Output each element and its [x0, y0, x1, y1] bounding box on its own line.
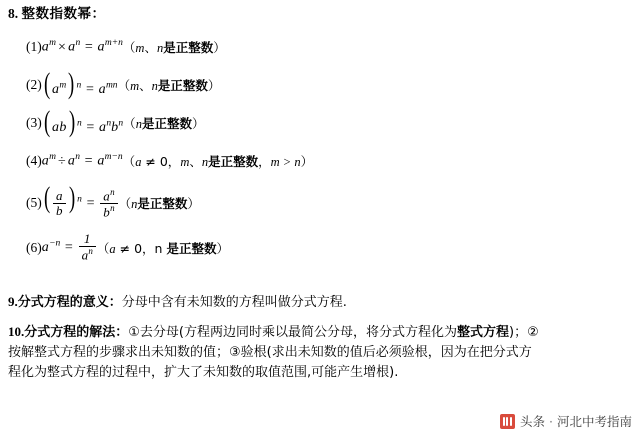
section8-heading — [8, 2, 106, 22]
formula-index: (5) — [26, 195, 42, 210]
section10-line-1 — [8, 322, 632, 343]
formula-list — [0, 28, 640, 270]
formula-expression: ( $a^m$) $^n = a^{mn}$ — [43, 67, 118, 100]
formula-note: （m、n是正整数） — [117, 78, 221, 93]
section10-text-1: ①去分母(方程两边同时乘以最简公分母，将分式方程化为整式方程)；② — [128, 325, 539, 340]
section9-text: 分母中含有未知数的方程叫做分式方程. — [121, 295, 347, 310]
formula-row — [0, 142, 640, 180]
formula-row — [0, 66, 640, 104]
formula-expression: $a^{-n}$ = $\frac{1}{a^n}$ — [42, 233, 97, 263]
section9-label: 分式方程的意义： — [17, 295, 122, 310]
formula-row — [0, 104, 640, 142]
section10-text-3: 程化为整式方程的过程中，扩大了未知数的取值范围,可能产生增根). — [8, 365, 399, 380]
formula-note: （n是正整数） — [123, 116, 205, 131]
formula-expression: $a^m \times a^n = a^{m+n}$ — [41, 38, 123, 55]
section10-label: 分式方程的解法： — [24, 325, 129, 340]
formula-row — [0, 28, 640, 66]
formula-note: （a ≠ 0，n 是正整数） — [96, 241, 229, 256]
formula-index: (2) — [26, 77, 42, 92]
formula-expression: $a^m \div a^n = a^{m-n}$ — [41, 152, 123, 169]
section8-number: 8. — [8, 6, 19, 21]
formula-index: (4) — [26, 153, 42, 168]
section9-paragraph — [8, 292, 632, 313]
section9-number: 9. — [8, 294, 18, 309]
formula-index: (6) — [26, 240, 42, 255]
watermark-separator: · — [549, 413, 553, 429]
formula-note: （n是正整数） — [118, 196, 200, 211]
formula-expression: ( $\frac{a}{b}$ ) $^n$ = $\frac{a^n}{b^n}$ — [42, 186, 119, 219]
section10-text-2: 按解整式方程的步骤求出未知数的值；③验根(求出未知数的值后必须验根，因为在把分式方 — [8, 345, 532, 360]
formula-row — [0, 180, 640, 226]
formula-expression: ( ab) $^n = a^nb^n$ — [43, 105, 124, 138]
formula-row — [0, 226, 640, 270]
section10-paragraph — [8, 322, 632, 383]
toutiao-icon — [500, 414, 515, 429]
watermark — [500, 412, 632, 430]
formula-note: （a ≠ 0，m、n是正整数，m > n） — [122, 154, 314, 169]
formula-note: （m、n是正整数） — [122, 40, 226, 55]
formula-index: (3) — [26, 115, 42, 130]
section10-number: 10. — [8, 324, 25, 339]
watermark-account: 河北中考指南 — [556, 414, 632, 429]
section8-title: 整数指数幂： — [21, 6, 106, 22]
watermark-brand: 头条 — [519, 414, 545, 429]
formula-index: (1) — [26, 39, 42, 54]
